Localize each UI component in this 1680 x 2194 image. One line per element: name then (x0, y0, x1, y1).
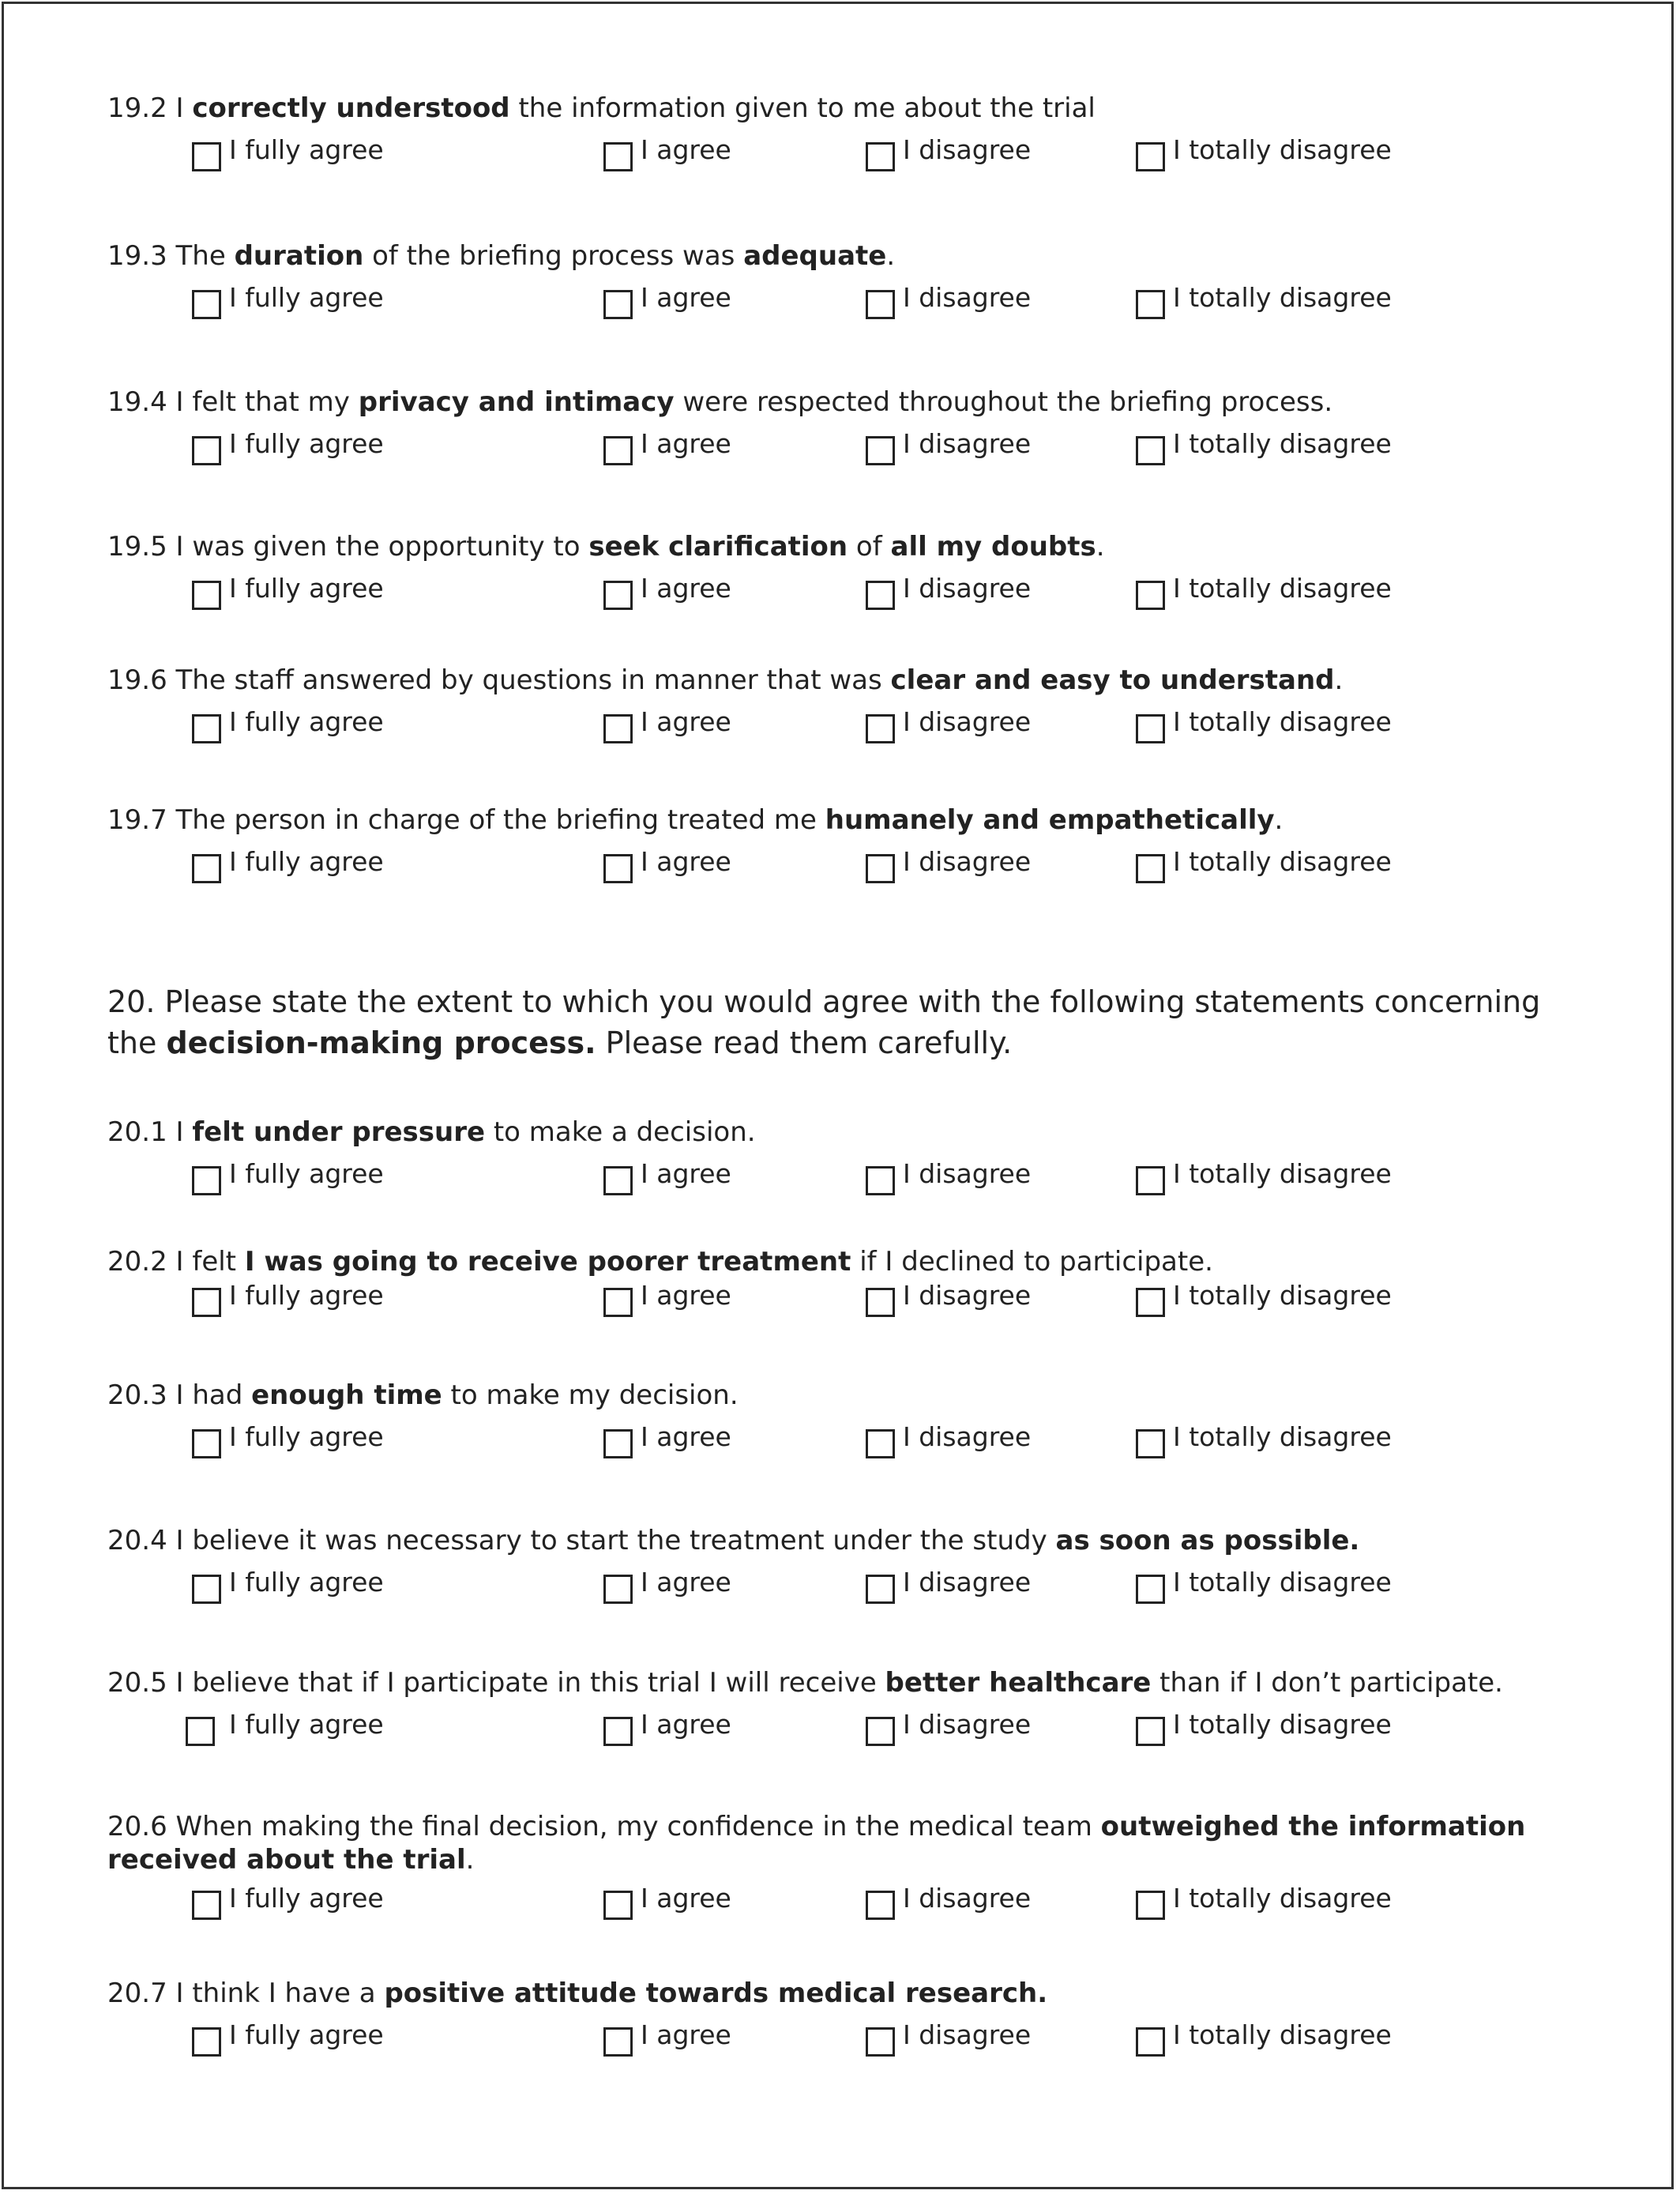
option-fully-agree[interactable]: I fully agree (192, 284, 384, 323)
checkbox[interactable] (1136, 1429, 1165, 1458)
answer-options (0, 1884, 1680, 1927)
option-agree[interactable]: I agree (603, 1423, 731, 1462)
checkbox[interactable] (603, 1717, 633, 1746)
option-agree[interactable]: I agree (603, 708, 731, 747)
checkbox[interactable] (866, 1717, 895, 1746)
checkbox[interactable] (866, 581, 895, 610)
option-agree[interactable]: I agree (603, 574, 731, 614)
question-text: 20.6 When making the final decision, my confidence in the medical team outweighed the information received about the trial. (107, 1811, 1526, 1876)
checkbox[interactable] (1136, 1166, 1165, 1195)
option-agree[interactable]: I agree (603, 284, 731, 323)
question-19-4 (0, 386, 1680, 488)
answer-options (0, 574, 1680, 617)
question-text: 19.2 I correctly understood the information given to me about the trial (107, 92, 1096, 124)
question-20-1 (0, 1116, 1680, 1218)
option-agree[interactable]: I agree (603, 2021, 731, 2060)
option-totally-disagree[interactable]: I totally disagree (1136, 1568, 1392, 1608)
question-text: 19.4 I felt that my privacy and intimacy were respected throughout the briefing process. (107, 386, 1333, 418)
answer-options (0, 1281, 1680, 1324)
question-19-2 (0, 92, 1680, 194)
checkbox[interactable] (603, 581, 633, 610)
option-totally-disagree[interactable]: I totally disagree (1136, 284, 1392, 323)
checkbox[interactable] (866, 1166, 895, 1195)
answer-options (0, 1710, 1680, 1753)
option-totally-disagree[interactable]: I totally disagree (1136, 848, 1392, 887)
question-text: 19.5 I was given the opportunity to seek clarification of all my doubts. (107, 531, 1105, 563)
answer-options (0, 1568, 1680, 1611)
checkbox[interactable] (192, 1429, 221, 1458)
question-text: 19.7 The person in charge of the briefing treated me humanely and empathetically. (107, 804, 1283, 836)
option-disagree[interactable]: I disagree (866, 1884, 1031, 1924)
checkbox[interactable] (866, 854, 895, 883)
checkbox[interactable] (1136, 1717, 1165, 1746)
question-text: 20.5 I believe that if I participate in this trial I will receive better healthcare than if I don’t participate. (107, 1667, 1503, 1699)
option-agree[interactable]: I agree (603, 136, 731, 175)
question-text: 20.1 I felt under pressure to make a decision. (107, 1116, 756, 1148)
option-fully-agree[interactable]: I fully agree (192, 1281, 384, 1321)
option-agree[interactable]: I agree (603, 848, 731, 887)
checkbox[interactable] (603, 1429, 633, 1458)
option-agree[interactable]: I agree (603, 1568, 731, 1608)
answer-options (0, 1423, 1680, 1466)
question-20-6 (0, 1810, 1680, 1913)
checkbox[interactable] (866, 290, 895, 319)
option-disagree[interactable]: I disagree (866, 1423, 1031, 1462)
checkbox[interactable] (866, 1429, 895, 1458)
checkbox[interactable] (866, 1288, 895, 1317)
checkbox[interactable] (866, 714, 895, 743)
option-disagree[interactable]: I disagree (866, 1160, 1031, 1199)
option-totally-disagree[interactable]: I totally disagree (1136, 1160, 1392, 1199)
question-20-5 (0, 1666, 1680, 1769)
question-19-6 (0, 664, 1680, 766)
checkbox[interactable] (603, 2027, 633, 2057)
option-totally-disagree[interactable]: I totally disagree (1136, 430, 1392, 469)
answer-options (0, 2021, 1680, 2064)
checkbox[interactable] (603, 714, 633, 743)
answer-options (0, 284, 1680, 326)
checkbox[interactable] (603, 1891, 633, 1920)
checkbox[interactable] (192, 854, 221, 883)
option-totally-disagree[interactable]: I totally disagree (1136, 1884, 1392, 1924)
option-fully-agree[interactable]: I fully agree (192, 574, 384, 614)
checkbox[interactable] (192, 1575, 221, 1604)
option-disagree[interactable]: I disagree (866, 136, 1031, 175)
answer-options (0, 708, 1680, 751)
question-20-7 (0, 1977, 1680, 2079)
checkbox[interactable] (192, 2027, 221, 2057)
checkbox[interactable] (192, 142, 221, 171)
checkbox[interactable] (1136, 1575, 1165, 1604)
checkbox[interactable] (866, 2027, 895, 2057)
checkbox[interactable] (192, 436, 221, 465)
checkbox[interactable] (603, 142, 633, 171)
question-text: 20.3 I had enough time to make my decision. (107, 1379, 739, 1411)
option-disagree[interactable]: I disagree (866, 1710, 1031, 1750)
option-totally-disagree[interactable]: I totally disagree (1136, 574, 1392, 614)
option-totally-disagree[interactable]: I totally disagree (1136, 136, 1392, 175)
checkbox[interactable] (1136, 436, 1165, 465)
option-disagree[interactable]: I disagree (866, 708, 1031, 747)
question-text: 19.6 The staff answered by questions in manner that was clear and easy to understand. (107, 664, 1344, 696)
option-disagree[interactable]: I disagree (866, 574, 1031, 614)
checkbox[interactable] (1136, 714, 1165, 743)
option-fully-agree[interactable]: I fully agree (192, 1568, 384, 1608)
question-20-2 (0, 1245, 1680, 1348)
checkbox[interactable] (192, 290, 221, 319)
checkbox[interactable] (192, 1166, 221, 1195)
option-agree[interactable]: I agree (603, 1884, 731, 1924)
question-text: 20.2 I felt I was going to receive poorer treatment if I declined to participate. (107, 1246, 1213, 1278)
checkbox[interactable] (866, 1891, 895, 1920)
option-disagree[interactable]: I disagree (866, 430, 1031, 469)
option-disagree[interactable]: I disagree (866, 1281, 1031, 1321)
option-agree[interactable]: I agree (603, 430, 731, 469)
checkbox[interactable] (603, 1575, 633, 1604)
checkbox[interactable] (866, 1575, 895, 1604)
question-text: 19.3 The duration of the briefing process was adequate. (107, 240, 896, 272)
question-text: 20.4 I believe it was necessary to start the treatment under the study as soon as possible. (107, 1525, 1360, 1556)
question-20-3 (0, 1379, 1680, 1481)
option-fully-agree[interactable]: I fully agree (192, 2021, 384, 2060)
checkbox[interactable] (1136, 290, 1165, 319)
option-agree[interactable]: I agree (603, 1160, 731, 1199)
option-agree[interactable]: I agree (603, 1281, 731, 1321)
checkbox[interactable] (192, 714, 221, 743)
checkbox[interactable] (603, 1288, 633, 1317)
checkbox[interactable] (186, 1717, 215, 1746)
option-disagree[interactable]: I disagree (866, 2021, 1031, 2060)
option-disagree[interactable]: I disagree (866, 284, 1031, 323)
checkbox[interactable] (1136, 2027, 1165, 2057)
checkbox[interactable] (1136, 581, 1165, 610)
checkbox[interactable] (603, 854, 633, 883)
checkbox[interactable] (1136, 854, 1165, 883)
checkbox[interactable] (603, 290, 633, 319)
option-fully-agree[interactable]: I fully agree (186, 1710, 384, 1750)
option-totally-disagree[interactable]: I totally disagree (1136, 1281, 1392, 1321)
checkbox[interactable] (1136, 1891, 1165, 1920)
checkbox[interactable] (866, 142, 895, 171)
checkbox[interactable] (866, 436, 895, 465)
answer-options (0, 136, 1680, 179)
checkbox[interactable] (603, 436, 633, 465)
section-20-heading: 20. Please state the extent to which you would agree with the following statements concerning the decision-making process. Please read them carefully. (107, 984, 1541, 1060)
question-19-3 (0, 239, 1680, 342)
checkbox[interactable] (1136, 1288, 1165, 1317)
answer-options (0, 848, 1680, 890)
option-totally-disagree[interactable]: I totally disagree (1136, 1423, 1392, 1462)
option-fully-agree[interactable]: I fully agree (192, 1423, 384, 1462)
checkbox[interactable] (603, 1166, 633, 1195)
checkbox[interactable] (192, 1891, 221, 1920)
checkbox[interactable] (1136, 142, 1165, 171)
question-19-5 (0, 530, 1680, 633)
option-fully-agree[interactable]: I fully agree (192, 1160, 384, 1199)
answer-options (0, 430, 1680, 472)
option-fully-agree[interactable]: I fully agree (192, 136, 384, 175)
option-disagree[interactable]: I disagree (866, 848, 1031, 887)
option-totally-disagree[interactable]: I totally disagree (1136, 2021, 1392, 2060)
question-20-4 (0, 1524, 1680, 1627)
option-totally-disagree[interactable]: I totally disagree (1136, 708, 1392, 747)
checkbox[interactable] (192, 581, 221, 610)
question-text: 20.7 I think I have a positive attitude towards medical research. (107, 1978, 1048, 2009)
option-fully-agree[interactable]: I fully agree (192, 848, 384, 887)
option-fully-agree[interactable]: I fully agree (192, 1884, 384, 1924)
option-totally-disagree[interactable]: I totally disagree (1136, 1710, 1392, 1750)
option-fully-agree[interactable]: I fully agree (192, 708, 384, 747)
answer-options (0, 1160, 1680, 1202)
checkbox[interactable] (192, 1288, 221, 1317)
question-19-7 (0, 803, 1680, 906)
option-agree[interactable]: I agree (603, 1710, 731, 1750)
option-disagree[interactable]: I disagree (866, 1568, 1031, 1608)
option-fully-agree[interactable]: I fully agree (192, 430, 384, 469)
